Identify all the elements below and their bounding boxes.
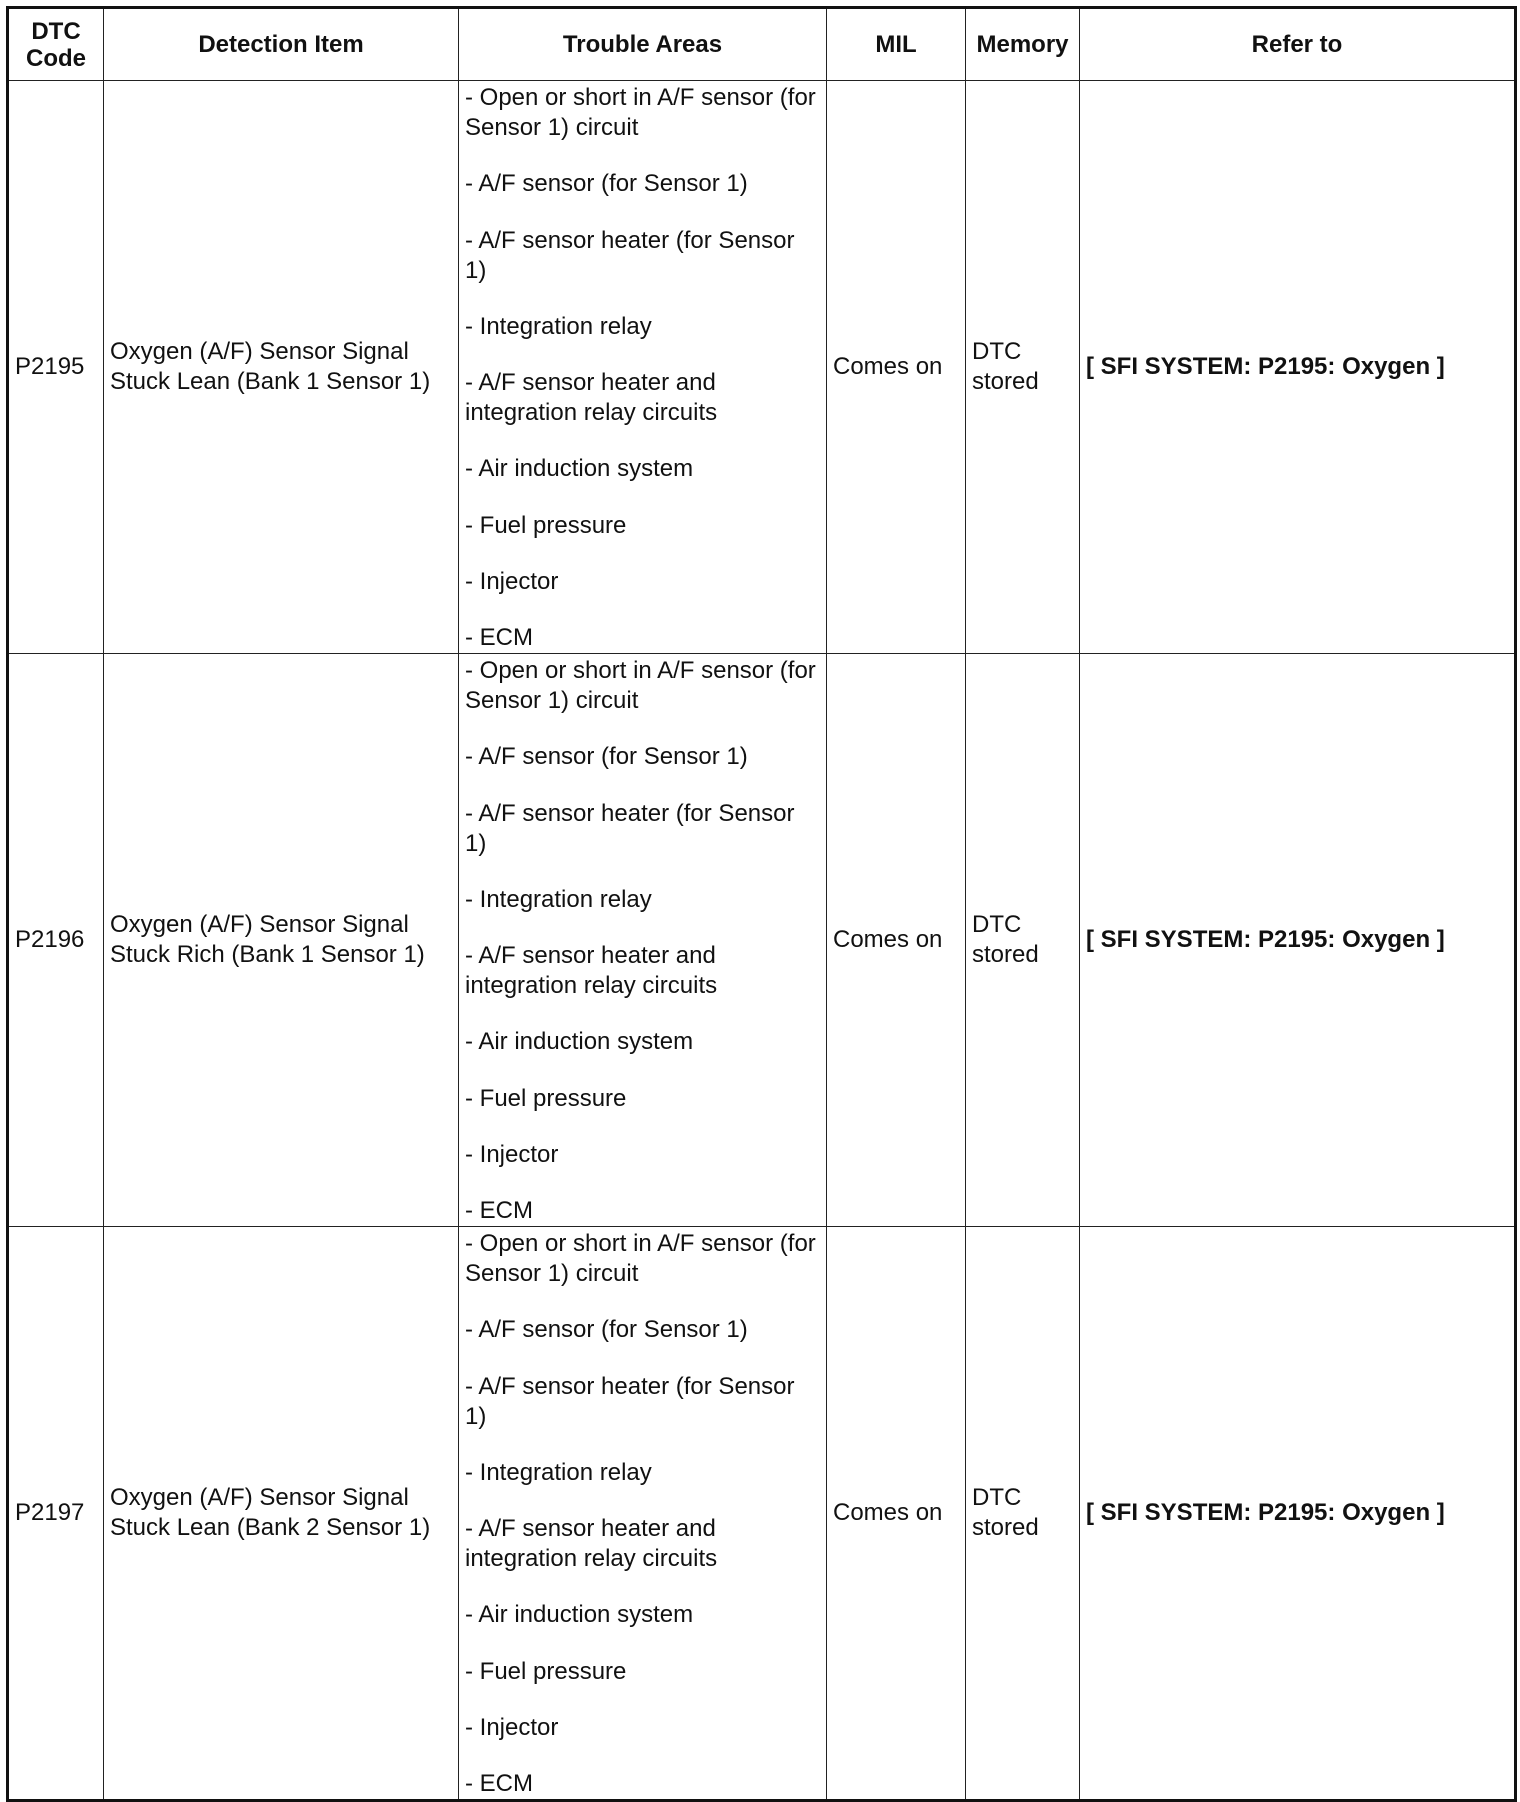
trouble-areas-list: [459, 81, 826, 653]
trouble-area-item: - Air induction system: [465, 1601, 694, 1629]
memory-cell: DTC stored: [966, 654, 1080, 1227]
trouble-areas-list: [459, 1227, 826, 1799]
trouble-area-item: - Fuel pressure: [465, 1657, 627, 1685]
refer-to-link[interactable]: [ SFI SYSTEM: P2195: Oxygen ]: [1080, 1227, 1516, 1801]
header-memory: Memory: [966, 8, 1080, 81]
trouble-area-item: - Injector: [465, 1713, 559, 1741]
memory-cell: DTC stored: [966, 1227, 1080, 1801]
trouble-area-item: - Integration relay: [465, 312, 652, 340]
dtc-code-cell: P2196: [8, 654, 104, 1227]
header-row: [8, 8, 1516, 81]
trouble-areas-list: [459, 654, 826, 1226]
trouble-area-item: - A/F sensor heater (for Sensor 1): [465, 1372, 795, 1430]
trouble-areas-cell: [459, 1227, 827, 1801]
trouble-area-item: - Fuel pressure: [465, 1084, 627, 1112]
dtc-code-cell: P2195: [8, 81, 104, 654]
trouble-area-item: - Air induction system: [465, 455, 694, 483]
trouble-area-item: - Fuel pressure: [465, 511, 627, 539]
header-trouble-areas: Trouble Areas: [459, 8, 827, 81]
trouble-area-item: - A/F sensor heater and integration relay circuits: [465, 369, 718, 426]
detection-item-cell: Oxygen (A/F) Sensor Signal Stuck Lean (Bank 2 Sensor 1): [104, 1227, 459, 1801]
trouble-area-item: - Integration relay: [465, 885, 652, 913]
trouble-area-item: - Air induction system: [465, 1028, 694, 1056]
trouble-areas-cell: [459, 81, 827, 654]
mil-cell: Comes on: [827, 1227, 966, 1801]
trouble-area-item: - A/F sensor heater (for Sensor 1): [465, 799, 795, 857]
table-body: [8, 81, 1516, 1801]
header-mil: MIL: [827, 8, 966, 81]
trouble-area-item: - ECM: [465, 1770, 533, 1797]
detection-item-cell: Oxygen (A/F) Sensor Signal Stuck Lean (Bank 1 Sensor 1): [104, 81, 459, 654]
trouble-area-item: - A/F sensor heater and integration relay circuits: [465, 1515, 718, 1572]
mil-cell: Comes on: [827, 654, 966, 1227]
table-row: [8, 1227, 1516, 1801]
trouble-area-item: - ECM: [465, 624, 533, 651]
header-refer-to: Refer to: [1080, 8, 1516, 81]
trouble-area-item: - Open or short in A/F sensor (for Sensor 1) circuit: [465, 84, 816, 141]
trouble-area-item: - A/F sensor heater (for Sensor 1): [465, 226, 795, 284]
refer-to-link[interactable]: [ SFI SYSTEM: P2195: Oxygen ]: [1080, 81, 1516, 654]
header-dtc-code: DTC Code: [8, 8, 104, 81]
trouble-area-item: - A/F sensor (for Sensor 1): [465, 170, 748, 198]
dtc-code-cell: P2197: [8, 1227, 104, 1801]
trouble-area-item: - A/F sensor (for Sensor 1): [465, 743, 748, 771]
trouble-area-item: - Integration relay: [465, 1458, 652, 1486]
mil-cell: Comes on: [827, 81, 966, 654]
trouble-area-item: - Open or short in A/F sensor (for Sensor 1) circuit: [465, 1230, 816, 1287]
table-row: [8, 654, 1516, 1227]
dtc-table: [6, 6, 1517, 1802]
trouble-area-item: - ECM: [465, 1197, 533, 1224]
trouble-area-item: - A/F sensor heater and integration relay circuits: [465, 942, 718, 999]
trouble-area-item: - Injector: [465, 567, 559, 595]
trouble-area-item: - A/F sensor (for Sensor 1): [465, 1316, 748, 1344]
refer-to-link[interactable]: [ SFI SYSTEM: P2195: Oxygen ]: [1080, 654, 1516, 1227]
trouble-area-item: - Injector: [465, 1140, 559, 1168]
trouble-areas-cell: [459, 654, 827, 1227]
table-row: [8, 81, 1516, 654]
trouble-area-item: - Open or short in A/F sensor (for Sensor 1) circuit: [465, 657, 816, 714]
header-detection-item: Detection Item: [104, 8, 459, 81]
detection-item-cell: Oxygen (A/F) Sensor Signal Stuck Rich (Bank 1 Sensor 1): [104, 654, 459, 1227]
memory-cell: DTC stored: [966, 81, 1080, 654]
